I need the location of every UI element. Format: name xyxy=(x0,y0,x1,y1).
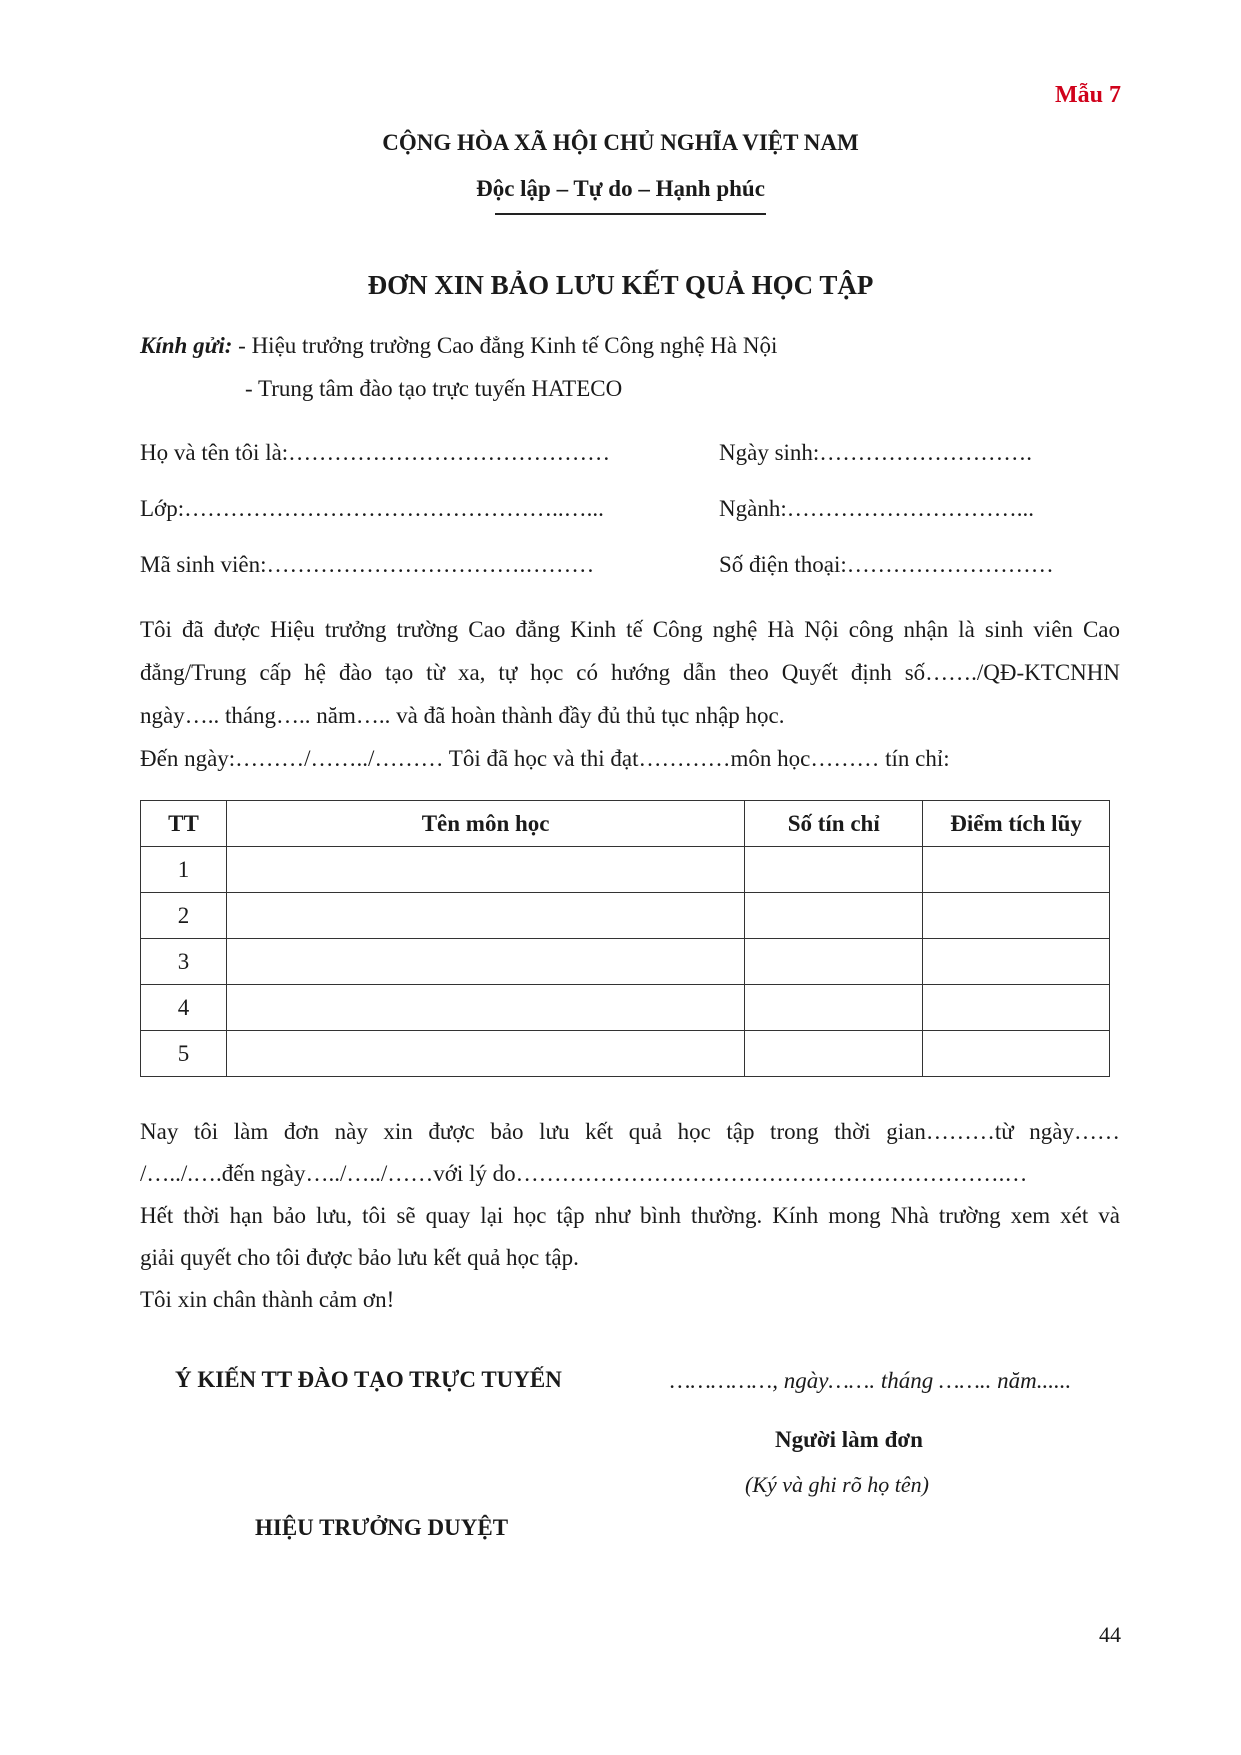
credits-cell xyxy=(745,985,923,1031)
request-paragraph xyxy=(140,1111,1120,1321)
recipient-principal: - Hiệu trưởng trường Cao đẳng Kinh tế Công nghệ Hà Nội xyxy=(232,333,778,358)
score-cell xyxy=(923,985,1110,1031)
table-row xyxy=(141,847,1110,893)
intro-line: Tôi đã được Hiệu trưởng trường Cao đẳng Kinh tế Công nghệ Hà Nội công nhận là sinh viên Cao xyxy=(140,617,1120,642)
online-center-opinion-label: Ý KIẾN TT ĐÀO TẠO TRỰC TUYẾN xyxy=(175,1367,562,1392)
recipients-line-1 xyxy=(140,333,777,359)
col-header-credits: Số tín chỉ xyxy=(745,801,923,847)
nation-heading: CỘNG HÒA XÃ HỘI CHỦ NGHĨA VIỆT NAM xyxy=(382,130,859,155)
table-row xyxy=(141,1031,1110,1077)
motto: Độc lập – Tự do – Hạnh phúc xyxy=(476,176,765,201)
signature-note: (Ký và ghi rõ họ tên) xyxy=(745,1472,929,1497)
credits-cell xyxy=(745,847,923,893)
subject-cell xyxy=(226,985,744,1031)
table-row xyxy=(141,893,1110,939)
col-header-tt: TT xyxy=(141,801,227,847)
subject-cell xyxy=(226,847,744,893)
row-number: 3 xyxy=(141,939,227,985)
row-number: 5 xyxy=(141,1031,227,1077)
subject-cell xyxy=(226,1031,744,1077)
table-row xyxy=(141,985,1110,1031)
row-number: 2 xyxy=(141,893,227,939)
applicant-label: Người làm đơn xyxy=(775,1427,923,1452)
phone-field: Số điện thoại:……………………… xyxy=(719,552,1054,577)
motto-underline xyxy=(495,213,766,215)
intro-line: Đến ngày:………/……../……… Tôi đã học và thi đạt…………môn học……… tín chỉ: xyxy=(140,746,950,771)
credits-cell xyxy=(745,939,923,985)
score-cell xyxy=(923,847,1110,893)
subjects-table xyxy=(140,800,1110,1077)
full-name-field: Họ và tên tôi là:…………………………………… xyxy=(140,440,611,465)
recipient-center: - Trung tâm đào tạo trực tuyến HATECO xyxy=(245,376,623,401)
class-field: Lớp:…………………………………………..…... xyxy=(140,496,604,521)
col-header-subject: Tên môn học xyxy=(226,801,744,847)
dob-field: Ngày sinh:………………………. xyxy=(719,440,1033,465)
row-number: 4 xyxy=(141,985,227,1031)
request-line: giải quyết cho tôi được bảo lưu kết quả học tập. xyxy=(140,1245,579,1270)
intro-line: ngày….. tháng….. năm….. và đã hoàn thành đầy đủ thủ tục nhập học. xyxy=(140,703,785,728)
recipients-label: Kính gửi: xyxy=(140,333,233,358)
subject-cell xyxy=(226,939,744,985)
row-number: 1 xyxy=(141,847,227,893)
intro-line: đẳng/Trung cấp hệ đào tạo từ xa, tự học có hướng dẫn theo Quyết định số……./QĐ-KTCNHN xyxy=(140,660,1120,685)
intro-paragraph xyxy=(140,608,1120,780)
major-field: Ngành:…………………………... xyxy=(719,496,1034,521)
credits-cell xyxy=(745,893,923,939)
col-header-score: Điểm tích lũy xyxy=(923,801,1110,847)
request-line: Tôi xin chân thành cảm ơn! xyxy=(140,1287,395,1312)
page-number: 44 xyxy=(1099,1622,1121,1647)
score-cell xyxy=(923,893,1110,939)
subject-cell xyxy=(226,893,744,939)
student-id-field: Mã sinh viên:…………………………….……… xyxy=(140,552,595,577)
document-title: ĐƠN XIN BẢO LƯU KẾT QUẢ HỌC TẬP xyxy=(367,270,874,300)
request-line: Hết thời hạn bảo lưu, tôi sẽ quay lại học tập như bình thường. Kính mong Nhà trường xem xét và xyxy=(140,1203,1120,1228)
form-code: Mẫu 7 xyxy=(1055,82,1121,108)
score-cell xyxy=(923,939,1110,985)
table-header-row xyxy=(141,801,1110,847)
principal-approval-label: HIỆU TRƯỞNG DUYỆT xyxy=(255,1515,509,1540)
credits-cell xyxy=(745,1031,923,1077)
score-cell xyxy=(923,1031,1110,1077)
place-date-line: ……………, ngày……. tháng …….. năm...... xyxy=(670,1368,1072,1393)
request-line: Nay tôi làm đơn này xin được bảo lưu kết quả học tập trong thời gian………từ ngày…… xyxy=(140,1119,1120,1144)
request-line: /…../.….đến ngày…../…../……với lý do……………………………………………………….… xyxy=(140,1161,1028,1186)
table-row xyxy=(141,939,1110,985)
